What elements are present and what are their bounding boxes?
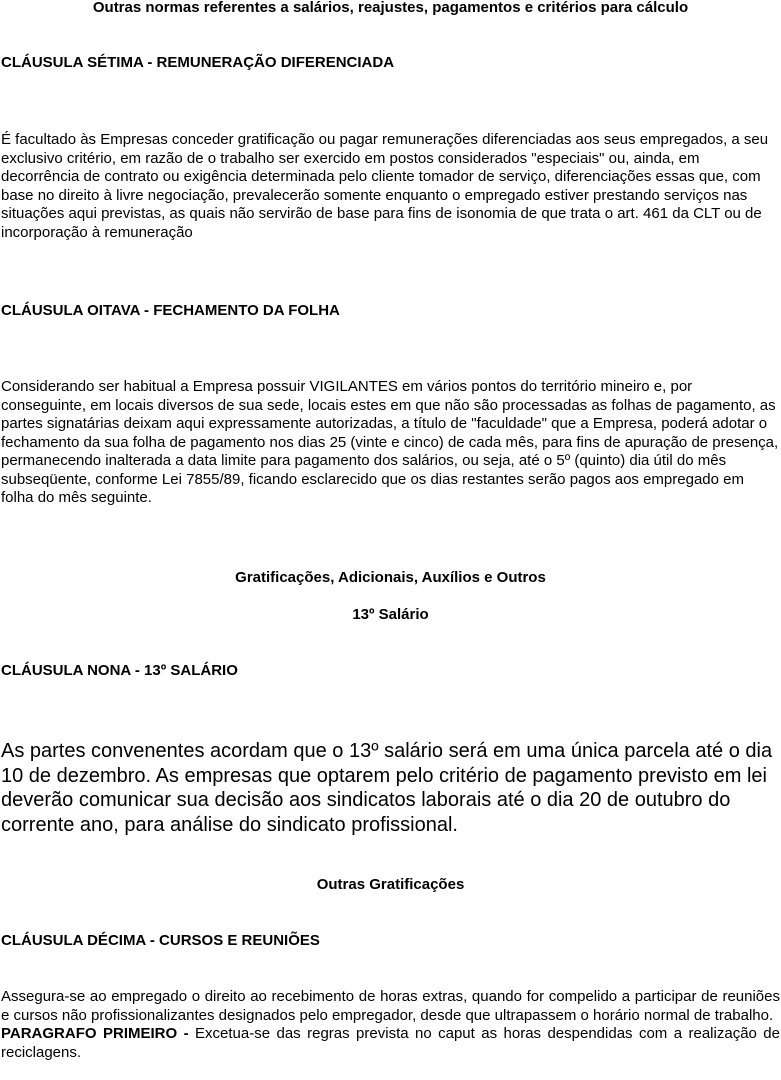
header-title: Outras normas referentes a salários, reajustes, pagamentos e critérios para cálculo (92, 0, 689, 16)
subsection-outras-gratificacoes-heading: Outras Gratificações (316, 876, 465, 893)
subsection-13-salario-heading: 13º Salário (352, 606, 429, 623)
clausula-decima-text: Assegura-se ao empregado o direito ao recebimento de horas extras, quando for compelido a participar de reuniões e cursos não profissionalizantes designados pelo empregador, desde que ultrapassem o horário normal de trabalho. (1, 988, 780, 1024)
clausula-oitava-text: Considerando ser habitual a Empresa possuir VIGILANTES em vários pontos do território mineiro e, por conseguinte, em locais diversos de sua sede, locais estes em que não são processadas as folhas de pagamento, as partes signatárias deixam aqui expressamente autorizadas, a título de "faculdade" que a Empresa, poderá adotar o fechamento da sua folha de pagamento nos dias 25 (vinte e cinco) de cada mês, para fins de apuração de presença, permanecendo inalterada a data limite para pagamento dos salários, ou seja, até o 5º (quinto) dia útil do mês subseqüente, conforme Lei 7855/89, ficando esclarecido que os dias restantes serão pagos aos empregado em folha do mês seguinte. (1, 378, 779, 506)
paragrafo-primeiro-text: Excetua-se das regras prevista no caput as horas despendidas com a realização de reciclagens. (1, 1025, 780, 1061)
clausula-setima-text: É facultado às Empresas conceder gratificação ou pagar remunerações diferenciadas aos seus empregados, a seu exclusivo critério, em razão de o trabalho ser exercido em postos considerados "especiais" ou, ainda, em decorrência de contrato ou exigência determinada pelo cliente tomador de serviço, diferenciações essas que, com base no direito à livre negociação, prevalecerão somente enquanto o empregado estiver prestando serviços nas situações aqui previstas, as quais não servirão de base para fins de isonomia de que trata o art. 461 da CLT ou de incorporação à remuneração (1, 131, 769, 241)
clausula-oitava-title: CLÁUSULA OITAVA - FECHAMENTO DA FOLHA (1, 302, 340, 319)
clausula-decima-body (1, 988, 780, 1062)
clausula-nona-title: CLÁUSULA NONA - 13º SALÁRIO (1, 662, 238, 679)
clausula-nona-text: As partes convenentes acordam que o 13º salário será em uma única parcela até o dia 10 de dezembro. As empresas que optarem pelo critério de pagamento previsto em lei deverão comunicar sua decisão aos sindicatos laborais até o dia 20 de outubro do corrente ano, para análise do sindicato profissional. (1, 740, 773, 836)
section-gratificacoes-heading: Gratificações, Adicionais, Auxílios e Outros (235, 569, 546, 586)
clausula-setima-title: CLÁUSULA SÉTIMA - REMUNERAÇÃO DIFERENCIADA (1, 54, 395, 71)
clausula-decima-title: CLÁUSULA DÉCIMA - CURSOS E REUNIÕES (1, 932, 320, 949)
paragrafo-primeiro-label: PARAGRAFO PRIMEIRO - (1, 1025, 189, 1042)
